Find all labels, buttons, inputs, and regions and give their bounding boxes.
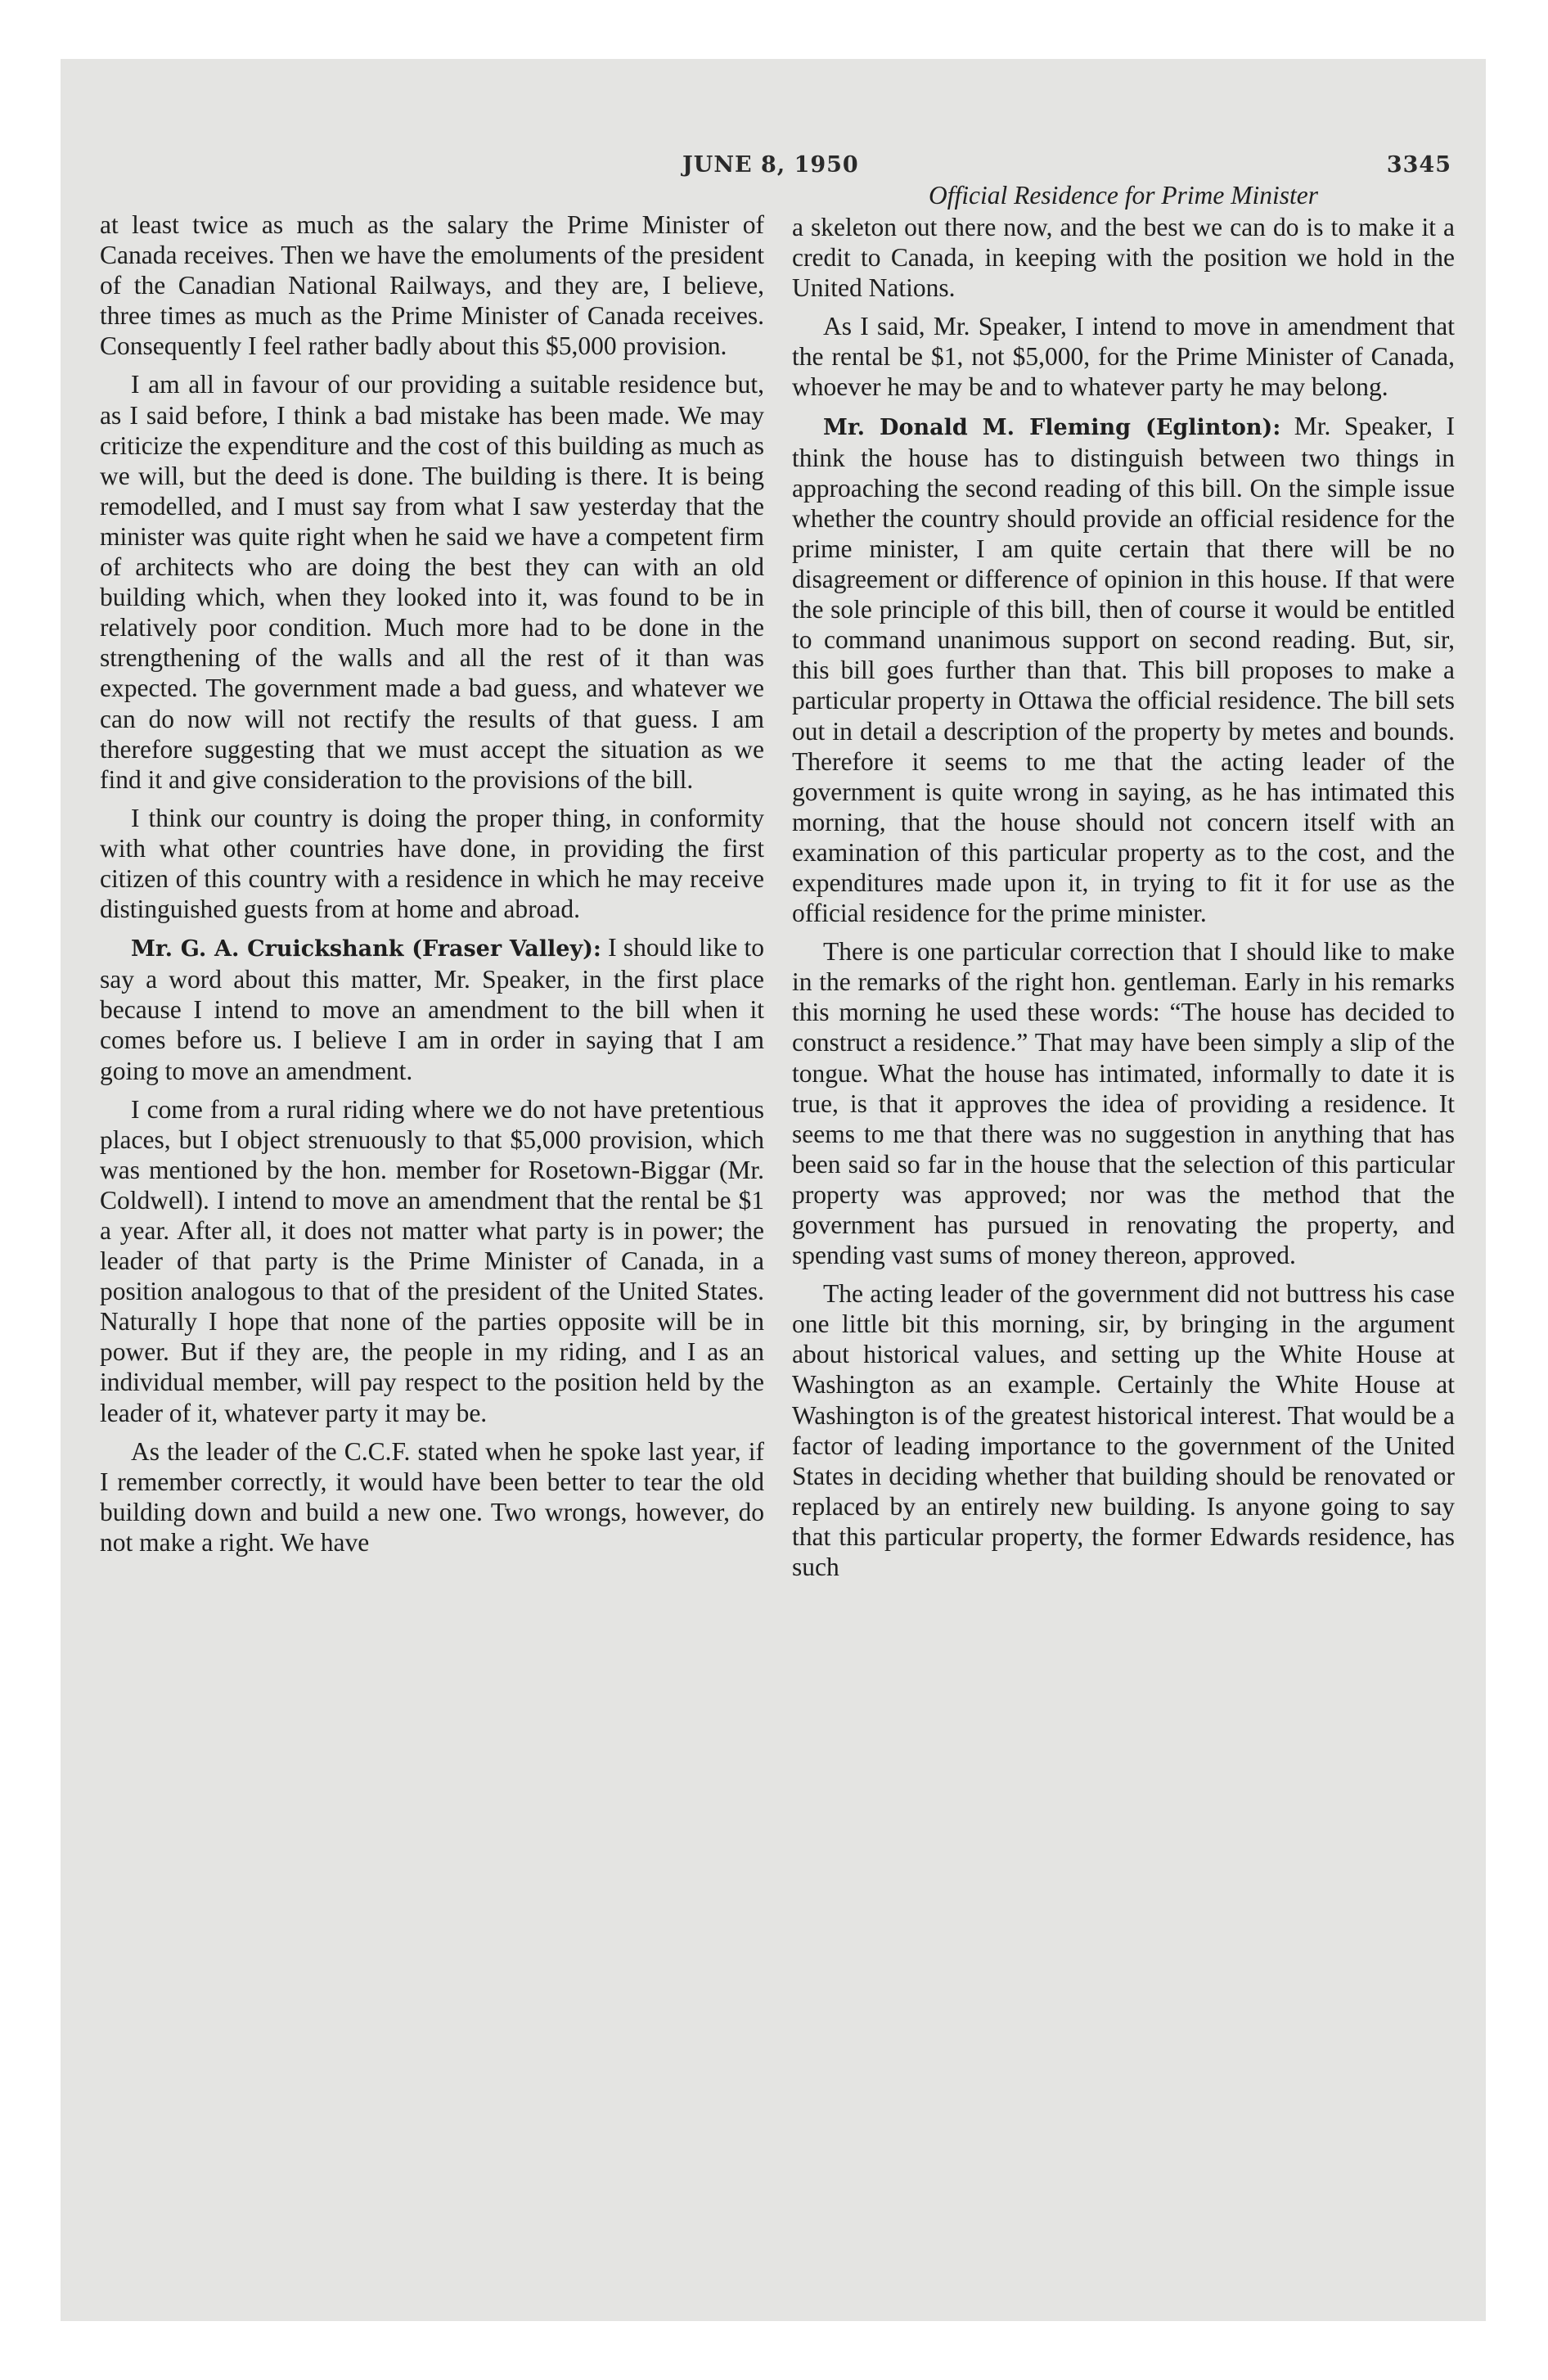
paragraph-text: I should like to say a word about this matter, Mr. Speaker, in the first place because I intend to move an amendment to the bill when it comes before us. I believe I am in order in saying that I am going to move an amendment.	[100, 933, 764, 1085]
section-subhead: Official Residence for Prime Minister	[929, 181, 1318, 210]
paragraph: a skeleton out there now, and the best we can do is to make it a credit to Canada, in keeping with the position we hold in the United Nations.	[792, 213, 1455, 303]
paragraph	[792, 411, 1455, 929]
paragraph: As the leader of the C.C.F. stated when he spoke last year, if I remember correctly, it would have been better to tear the old building down and build a new one. Two wrongs, however, do not make a right. We have	[100, 1436, 764, 1557]
paragraph-text: Mr. Speaker, I think the house has to distinguish between two things in approaching the second reading of this bill. On the simple issue whether the country should provide an official residence for the prime minister, I am quite certain that there will be no disagreement or difference of opinion in this house. If that were the sole principle of this bill, then of course it would be entitled to command unanimous support on second reading. But, sir, this bill goes further than that. This bill proposes to make a particular property in Ottawa the official residence. The bill sets out in detail a description of the property by metes and bounds. Therefore it seems to me that the acting leader of the government is quite wrong in saying, as he has intimated this morning, that the house should not concern itself with an examination of this particular property as to the cost, and the expenditures made upon it, in trying to fit it for use as the official residence for the prime minister.	[792, 411, 1455, 928]
paragraph: I come from a rural riding where we do not have pretentious places, but I object strenuously to that $5,000 provision, which was mentioned by the hon. member for Rosetown-Biggar (Mr. Coldwell). I intend to move an amendment that the rental be $1 a year. After all, it does not matter what party is in power; the leader of that party is the Prime Minister of Canada, in a position analogous to that of the president of the United States. Naturally I hope that none of the parties opposite will be in power. But if they are, the people in my riding, and I as an individual member, will pay respect to the position held by the leader of it, whatever party it may be.	[100, 1094, 764, 1427]
speaker-name: Mr. Donald M. Fleming (Eglinton):	[823, 414, 1281, 440]
paragraph: As I said, Mr. Speaker, I intend to move in amendment that the rental be $1, not $5,000, for the Prime Minister of Canada, whoever he may be and to whatever party he may belong.	[792, 312, 1455, 402]
right-column	[792, 180, 1455, 1590]
running-head	[61, 144, 1486, 183]
paragraph	[100, 932, 764, 1085]
paragraph: I am all in favour of our providing a suitable residence but, as I said before, I think a bad mistake has been made. We may criticize the expenditure and the cost of this building as much as we will, but the deed is done. The building is there. It is being remodelled, and I must say from what I saw yesterday that the minister was quite right when he said we have a competent firm of architects who are doing the best they can with an old building which, when they looked into it, was found to be in relatively poor condition. Much more had to be done in the strengthening of the walls and all the rest of it than was expected. The government made a bad guess, and whatever we can do now will not rectify the results of that guess. I am therefore suggesting that we must accept the situation as we find it and give consideration to the provisions of the bill.	[100, 370, 764, 794]
speaker-name: Mr. G. A. Cruickshank (Fraser Valley):	[131, 936, 601, 962]
paragraph: There is one particular correction that I should like to make in the remarks of the right hon. gentleman. Early in his remarks this morning he used these words: “The house has decided to construct a residence.” That may have been simply a slip of the tongue. What the house has intimated, informally to date it is true, is that it approves the idea of providing a residence. It seems to me that there was no suggestion in anything that has been said so far in the house that the selection of this particular property was approved; nor was the method that the government has pursued in renovating the property, and spending vast sums of money thereon, approved.	[792, 937, 1455, 1270]
header-date: JUNE 8, 1950	[682, 152, 859, 178]
paragraph: at least twice as much as the salary the Prime Minister of Canada receives. Then we have the emoluments of the president of the Canadian National Railways, and they are, I believe, three times as much as the Prime Minister of Canada receives. Consequently I feel rather badly about this $5,000 provision.	[100, 210, 764, 361]
left-column	[100, 210, 764, 1566]
page-number: 3345	[1386, 152, 1451, 178]
scanned-page	[61, 59, 1486, 2321]
paragraph: I think our country is doing the proper thing, in conformity with what other countries have done, in providing the first citizen of this country with a residence in which he may receive distinguished guests from at home and abroad.	[100, 803, 764, 924]
paragraph: The acting leader of the government did not buttress his case one little bit this morning, sir, by bringing in the argument about historical values, and setting up the White House at Washington as an example. Certainly the White House at Washington is of the greatest historical interest. That would be a factor of leading importance to the government of the United States in deciding whether that building should be renovated or replaced by an entirely new building. Is anyone going to say that this particular property, the former Edwards residence, has such	[792, 1279, 1455, 1582]
